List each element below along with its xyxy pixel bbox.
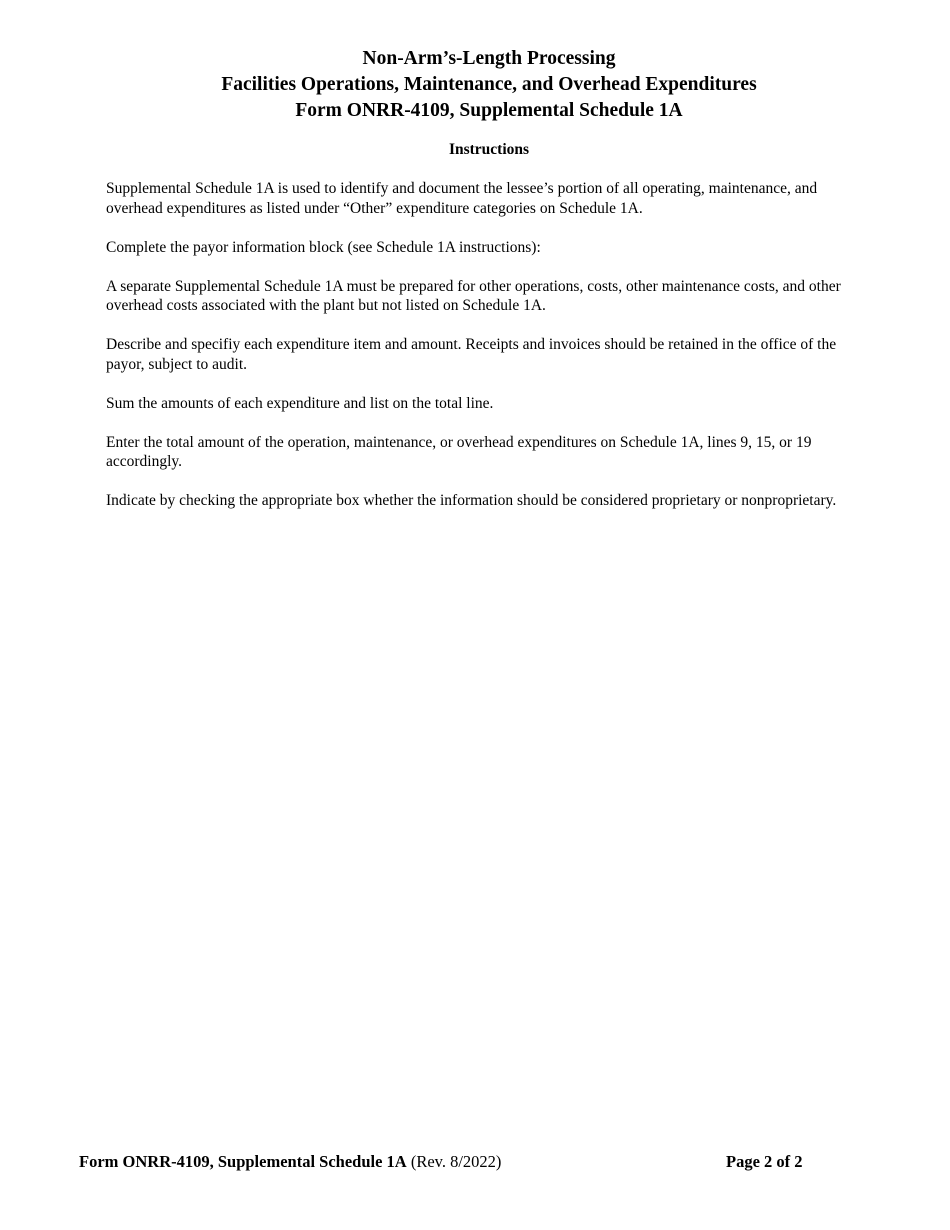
document-title: Non-Arm’s-Length Processing (362, 48, 616, 69)
document-subtitle: Facilities Operations, Maintenance, and Overhead Expenditures (221, 74, 757, 95)
instruction-paragraph: Enter the total amount of the operation, maintenance, or overhead expenditures on Schedule 1A, lines 9, 15, or 19 accordingly. (106, 433, 812, 470)
page-footer (79, 1152, 819, 1172)
instruction-paragraph: Complete the payor information block (see Schedule 1A instructions): (106, 238, 541, 256)
instruction-paragraph: Sum the amounts of each expenditure and list on the total line. (106, 394, 494, 412)
instruction-paragraph: Supplemental Schedule 1A is used to identify and document the lessee’s portion of all operating, maintenance, and overhead expenditures as listed under “Other” expenditure categories on Schedule 1A. (106, 180, 818, 217)
instructions-body (106, 179, 876, 530)
instructions-heading: Instructions (448, 141, 530, 158)
instruction-paragraph: A separate Supplemental Schedule 1A must be prepared for other operations, costs, other maintenance costs, and other overhead costs associated with the plant but not listed on Schedule 1A. (106, 277, 841, 314)
page-number: Page 2 of 2 (726, 1152, 803, 1171)
instruction-paragraph: Indicate by checking the appropriate box whether the information should be considered proprietary or nonproprietary. (106, 492, 837, 509)
document-header (0, 46, 950, 124)
footer-revision: (Rev. 8/2022) (410, 1152, 502, 1171)
instruction-paragraph: Describe and specifiy each expenditure item and amount. Receipts and invoices should be retained in the office of the payor, subject to audit. (106, 336, 837, 373)
form-title: Form ONRR-4109, Supplemental Schedule 1A (295, 100, 683, 121)
footer-form-name: Form ONRR-4109, Supplemental Schedule 1A (79, 1152, 407, 1171)
